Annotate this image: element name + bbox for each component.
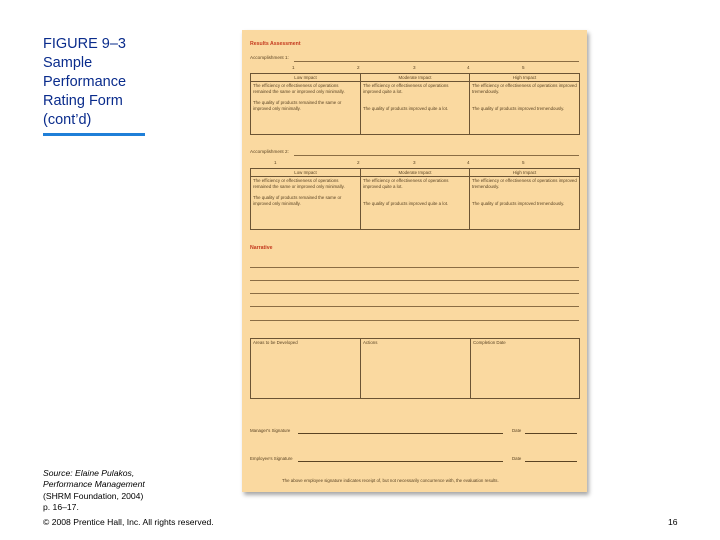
column-head-moderate: Moderate Impact — [361, 74, 470, 82]
scale-number: 5 — [522, 65, 525, 70]
caption-line: FIGURE 9–3 — [43, 36, 126, 52]
cell-text: The efficiency or effectiveness of operations remained the same or improved only minimally. — [253, 83, 345, 94]
high-impact-cell — [470, 177, 580, 230]
manager-date-label: Date — [512, 428, 522, 433]
cell-text: The quality of products remained the same or improved only minimally. — [253, 195, 342, 206]
scale-number: 2 — [357, 160, 360, 165]
accomplishment-1-label: Accomplishment 1: — [250, 55, 289, 60]
figure-caption — [43, 35, 153, 130]
moderate-impact-cell — [361, 177, 470, 230]
low-impact-cell — [251, 177, 361, 230]
cell-text: The quality of products improved quite a lot. — [363, 201, 449, 207]
scale-number: 2 — [357, 65, 360, 70]
high-impact-cell — [470, 82, 580, 135]
caption-line: Rating Form — [43, 93, 123, 109]
areas-to-develop-cell: Areas to be Developed — [251, 339, 361, 399]
cell-text: The quality of products improved quite a lot. — [363, 106, 449, 112]
cell-text: The efficiency or effectiveness of operations improved quite a lot. — [363, 178, 449, 189]
results-assessment-title: Results Assessment — [250, 41, 301, 47]
development-table — [250, 338, 580, 399]
cell-text: The efficiency or effectiveness of operations remained the same or improved only minimally. — [253, 178, 345, 189]
narrative-line — [250, 280, 579, 281]
column-head-low: Low Impact — [251, 169, 361, 177]
completion-date-cell: Completion Date — [471, 339, 580, 399]
employee-date-label: Date — [512, 456, 522, 461]
narrative-line — [250, 320, 579, 321]
source-line: p. 16–17. — [43, 502, 79, 513]
scale-number: 4 — [467, 65, 470, 70]
scale-number: 3 — [413, 65, 416, 70]
manager-date-line — [525, 433, 577, 434]
copyright-notice: © 2008 Prentice Hall, Inc. All rights reserved. — [43, 517, 214, 527]
cell-text: The efficiency or effectiveness of operations improved tremendously. — [472, 178, 577, 189]
caption-line: Performance — [43, 74, 127, 90]
caption-line: Sample — [43, 55, 93, 71]
source-citation — [43, 468, 233, 514]
low-impact-cell — [251, 82, 361, 135]
cell-text: The efficiency or effectiveness of operations improved quite a lot. — [363, 83, 449, 94]
scale-number: 1 — [274, 160, 277, 165]
source-line: Source: Elaine Pulakos, — [43, 468, 135, 478]
cell-text: The efficiency or effectiveness of operations improved tremendously. — [472, 83, 577, 94]
narrative-line — [250, 306, 579, 307]
column-head-high: High Impact — [470, 74, 580, 82]
employee-signature-label: Employee's Signature — [250, 456, 293, 461]
narrative-title: Narrative — [250, 245, 273, 251]
employee-date-line — [525, 461, 577, 462]
actions-cell: Actions — [361, 339, 471, 399]
column-head-high: High Impact — [470, 169, 580, 177]
page-number: 16 — [668, 517, 678, 527]
impact-table-1 — [250, 73, 580, 135]
accomplishment-2-line — [294, 155, 579, 156]
column-head-moderate: Moderate Impact — [361, 169, 470, 177]
scale-number: 3 — [413, 160, 416, 165]
cell-text: The quality of products remained the same or improved only minimally. — [253, 100, 342, 111]
scale-number: 5 — [522, 160, 525, 165]
narrative-line — [250, 293, 579, 294]
cell-text: The quality of products improved tremendously. — [472, 106, 565, 112]
performance-rating-form — [242, 30, 587, 492]
manager-signature-label: Manager's Signature — [250, 428, 291, 433]
employee-signature-line — [298, 461, 503, 462]
moderate-impact-cell — [361, 82, 470, 135]
signature-footnote: The above employee signature indicates receipt of, but not necessarily concurrence with, the evaluation results. — [282, 478, 499, 483]
scale-number: 4 — [467, 160, 470, 165]
impact-table-2 — [250, 168, 580, 230]
accomplishment-2-label: Accomplishment 2: — [250, 149, 289, 154]
accomplishment-1-line — [294, 61, 579, 62]
source-line: Performance Management — [43, 479, 145, 490]
source-line: (SHRM Foundation, 2004) — [43, 490, 144, 501]
cell-text: The quality of products improved tremendously. — [472, 201, 565, 207]
scale-number: 1 — [292, 65, 295, 70]
manager-signature-line — [298, 433, 503, 434]
caption-line: (cont’d) — [43, 112, 92, 128]
narrative-line — [250, 267, 579, 268]
caption-underline — [43, 133, 145, 136]
column-head-low: Low Impact — [251, 74, 361, 82]
